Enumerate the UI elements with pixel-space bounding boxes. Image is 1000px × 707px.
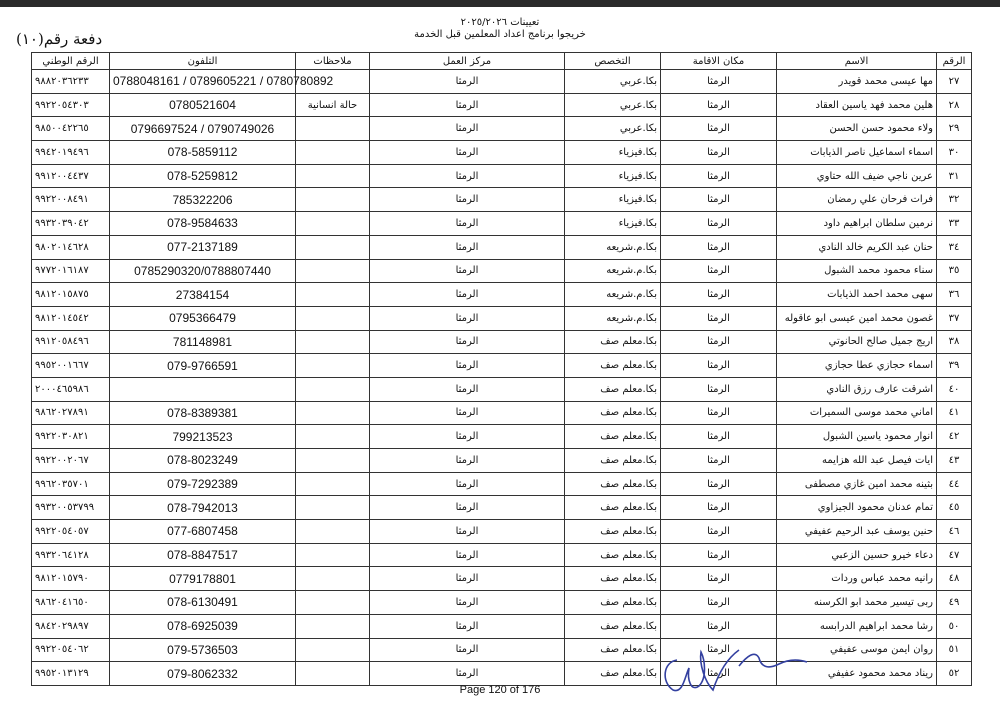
row-specialization: بكا.معلم صف	[565, 496, 661, 520]
row-phone: 781148981	[110, 330, 296, 354]
row-name: رانيه محمد عباس وردات	[777, 567, 937, 591]
row-number: ٤٢	[937, 425, 972, 449]
row-specialization: بكا.معلم صف	[565, 449, 661, 473]
table-row	[32, 520, 972, 544]
document-header	[0, 17, 1000, 41]
row-residence: الرمثا	[661, 614, 777, 638]
row-specialization: بكا.معلم صف	[565, 330, 661, 354]
row-work-center: الرمثا	[370, 449, 565, 473]
row-phone: 079-7292389	[110, 472, 296, 496]
row-name: روان ايمن موسى عفيفي	[777, 638, 937, 662]
row-national-id: ٩٩٢٢٠٥٤٠٥٧	[32, 520, 110, 544]
row-work-center: الرمثا	[370, 567, 565, 591]
table-row	[32, 306, 972, 330]
row-notes	[296, 520, 370, 544]
header-line-2: خريجوا برنامج اعداد المعلمين قبل الخدمة	[414, 29, 586, 40]
row-phone: 799213523	[110, 425, 296, 449]
row-phone: 0796697524 / 0790749026	[110, 117, 296, 141]
row-name: تمام عدنان محمود الجيزاوي	[777, 496, 937, 520]
row-notes	[296, 543, 370, 567]
col-header-specialization: التخصص	[565, 53, 661, 70]
row-number: ٣٨	[937, 330, 972, 354]
row-national-id: ٩٩٢٢٠٠٢٠٦٧	[32, 449, 110, 473]
row-phone: 0788048161 / 0789605221 / 0780780892	[110, 70, 296, 94]
row-work-center: الرمثا	[370, 377, 565, 401]
table-header-row	[32, 53, 972, 70]
row-national-id: ٩٨٦٢٠٢٧٨٩١	[32, 401, 110, 425]
row-national-id: ٩٩٣٢٠٠٥٣٧٩٩	[32, 496, 110, 520]
col-header-name: الاسم	[777, 53, 937, 70]
table-row	[32, 377, 972, 401]
row-notes	[296, 141, 370, 165]
row-phone: 078-5259812	[110, 164, 296, 188]
row-work-center: الرمثا	[370, 662, 565, 686]
row-phone: 077-6807458	[110, 520, 296, 544]
table-row	[32, 235, 972, 259]
row-notes	[296, 283, 370, 307]
row-number: ٤٩	[937, 591, 972, 615]
appointments-table	[31, 52, 972, 686]
row-specialization: بكا.معلم صف	[565, 662, 661, 686]
row-phone: 077-2137189	[110, 235, 296, 259]
row-number: ٤٦	[937, 520, 972, 544]
row-national-id: ٩٩٢٢٠٣٠٨٢١	[32, 425, 110, 449]
row-residence: الرمثا	[661, 93, 777, 117]
row-work-center: الرمثا	[370, 496, 565, 520]
row-number: ٤٥	[937, 496, 972, 520]
row-number: ٣٥	[937, 259, 972, 283]
row-name: نرمين سلطان ابراهيم داود	[777, 212, 937, 236]
row-residence: الرمثا	[661, 235, 777, 259]
row-name: رشا محمد ابراهيم الدرابسه	[777, 614, 937, 638]
row-number: ٣٦	[937, 283, 972, 307]
row-work-center: الرمثا	[370, 472, 565, 496]
page-number: Page 120 of 176	[459, 684, 541, 696]
row-phone: 078-9584633	[110, 212, 296, 236]
row-residence: الرمثا	[661, 354, 777, 378]
top-edge-bar	[0, 0, 1000, 7]
table-row	[32, 70, 972, 94]
row-phone	[110, 377, 296, 401]
row-phone: 078-6925039	[110, 614, 296, 638]
row-residence: الرمثا	[661, 401, 777, 425]
col-header-national-id: الرقم الوطني	[32, 53, 110, 70]
row-residence: الرمثا	[661, 591, 777, 615]
row-work-center: الرمثا	[370, 306, 565, 330]
table-row	[32, 117, 972, 141]
row-residence: الرمثا	[661, 496, 777, 520]
row-number: ٢٨	[937, 93, 972, 117]
row-name: عرين ناجي ضيف الله حتاوي	[777, 164, 937, 188]
row-national-id: ٩٩٣٢٠٣٩٠٤٢	[32, 212, 110, 236]
row-specialization: بكا.معلم صف	[565, 377, 661, 401]
row-national-id: ٩٩٦٢٠٣٥٧٠١	[32, 472, 110, 496]
row-phone: 078-6130491	[110, 591, 296, 615]
row-notes	[296, 117, 370, 141]
row-phone: 0785290320/0788807440	[110, 259, 296, 283]
table-row	[32, 614, 972, 638]
row-notes	[296, 614, 370, 638]
row-number: ٢٩	[937, 117, 972, 141]
row-name: هلين محمد فهد ياسين العقاد	[777, 93, 937, 117]
row-work-center: الرمثا	[370, 93, 565, 117]
row-work-center: الرمثا	[370, 520, 565, 544]
row-national-id: ٩٩٣٢٠٦٤١٢٨	[32, 543, 110, 567]
row-phone: 079-9766591	[110, 354, 296, 378]
row-national-id: ٩٩٤٢٠١٩٤٩٦	[32, 141, 110, 165]
row-name: اريج جميل صالح الحانوتي	[777, 330, 937, 354]
row-work-center: الرمثا	[370, 235, 565, 259]
row-name: غصون محمد امين عيسى ابو عاقوله	[777, 306, 937, 330]
row-work-center: الرمثا	[370, 283, 565, 307]
row-number: ٤١	[937, 401, 972, 425]
table-row	[32, 472, 972, 496]
row-work-center: الرمثا	[370, 117, 565, 141]
col-header-residence: مكان الاقامة	[661, 53, 777, 70]
row-phone: 078-5859112	[110, 141, 296, 165]
row-work-center: الرمثا	[370, 638, 565, 662]
row-specialization: بكا.معلم صف	[565, 638, 661, 662]
row-specialization: بكا.معلم صف	[565, 425, 661, 449]
row-work-center: الرمثا	[370, 330, 565, 354]
row-national-id: ٩٧٧٢٠١٦١٨٧	[32, 259, 110, 283]
row-number: ٢٧	[937, 70, 972, 94]
header-line-1: تعيينات ٢٠٢٥/٢٠٢٦	[460, 17, 540, 28]
row-notes: حالة انسانية	[296, 93, 370, 117]
table-row	[32, 401, 972, 425]
table-row	[32, 449, 972, 473]
row-notes	[296, 638, 370, 662]
col-header-phone: التلفون	[110, 53, 296, 70]
table-row	[32, 567, 972, 591]
row-work-center: الرمثا	[370, 591, 565, 615]
row-name: ايات فيصل عبد الله هزايمه	[777, 449, 937, 473]
row-name: حنان عبد الكريم خالد النادي	[777, 235, 937, 259]
row-notes	[296, 212, 370, 236]
row-residence: الرمثا	[661, 70, 777, 94]
row-specialization: بكا.معلم صف	[565, 591, 661, 615]
table-row	[32, 591, 972, 615]
row-specialization: بكا.معلم صف	[565, 543, 661, 567]
row-specialization: بكا.معلم صف	[565, 520, 661, 544]
row-work-center: الرمثا	[370, 259, 565, 283]
row-specialization: بكا.فيزياء	[565, 188, 661, 212]
row-name: حنين يوسف عبد الرحيم عفيفي	[777, 520, 937, 544]
row-name: ريناد محمد محمود عفيفي	[777, 662, 937, 686]
row-residence: الرمثا	[661, 117, 777, 141]
row-national-id: ٩٨٠٢٠١٤٦٢٨	[32, 235, 110, 259]
row-notes	[296, 449, 370, 473]
row-national-id: ٩٩٢٢٠٠٨٤٩١	[32, 188, 110, 212]
row-work-center: الرمثا	[370, 401, 565, 425]
row-residence: الرمثا	[661, 306, 777, 330]
row-residence: الرمثا	[661, 212, 777, 236]
row-work-center: الرمثا	[370, 614, 565, 638]
row-work-center: الرمثا	[370, 354, 565, 378]
table-row	[32, 496, 972, 520]
row-work-center: الرمثا	[370, 141, 565, 165]
row-residence: الرمثا	[661, 449, 777, 473]
row-phone: 0779178801	[110, 567, 296, 591]
row-notes	[296, 235, 370, 259]
row-specialization: بكا.معلم صف	[565, 614, 661, 638]
row-national-id: ٩٨٦٢٠٤١٦٥٠	[32, 591, 110, 615]
row-notes	[296, 567, 370, 591]
table-row	[32, 543, 972, 567]
row-notes	[296, 306, 370, 330]
row-notes	[296, 330, 370, 354]
row-phone: 078-8023249	[110, 449, 296, 473]
row-specialization: بكا.معلم صف	[565, 354, 661, 378]
row-number: ٥٠	[937, 614, 972, 638]
row-national-id: ٩٨٥٠٠٤٢٢٦٥	[32, 117, 110, 141]
row-phone: 078-8847517	[110, 543, 296, 567]
row-number: ٣٢	[937, 188, 972, 212]
row-residence: الرمثا	[661, 520, 777, 544]
row-national-id: ٩٨١٢٠١٥٧٩٠	[32, 567, 110, 591]
row-residence: الرمثا	[661, 662, 777, 686]
row-name: دعاء خيرو حسين الزعبي	[777, 543, 937, 567]
row-residence: الرمثا	[661, 141, 777, 165]
row-number: ٥٢	[937, 662, 972, 686]
table-row	[32, 93, 972, 117]
row-notes	[296, 401, 370, 425]
row-national-id: ٩٨٤٢٠٢٩٨٩٧	[32, 614, 110, 638]
col-header-notes: ملاحظات	[296, 53, 370, 70]
row-number: ٣٣	[937, 212, 972, 236]
row-name: سهى محمد احمد الذيابات	[777, 283, 937, 307]
table-row	[32, 283, 972, 307]
row-number: ٤٠	[937, 377, 972, 401]
row-specialization: بكا.م.شريعه	[565, 306, 661, 330]
row-number: ٤٧	[937, 543, 972, 567]
row-work-center: الرمثا	[370, 212, 565, 236]
row-notes	[296, 188, 370, 212]
row-notes	[296, 354, 370, 378]
row-national-id: ٩٩١٢٠٥٨٤٩٦	[32, 330, 110, 354]
row-name: ربى تيسير محمد ابو الكرسنه	[777, 591, 937, 615]
row-residence: الرمثا	[661, 472, 777, 496]
row-name: سناء محمود محمد الشبول	[777, 259, 937, 283]
row-specialization: بكا.معلم صف	[565, 472, 661, 496]
row-notes	[296, 164, 370, 188]
row-residence: الرمثا	[661, 188, 777, 212]
table-row	[32, 662, 972, 686]
row-specialization: بكا.م.شريعه	[565, 283, 661, 307]
row-phone: 078-7942013	[110, 496, 296, 520]
batch-number: دفعة رقم(١٠)	[16, 30, 103, 48]
col-header-number: الرقم	[937, 53, 972, 70]
row-residence: الرمثا	[661, 638, 777, 662]
row-notes	[296, 662, 370, 686]
row-notes	[296, 259, 370, 283]
row-work-center: الرمثا	[370, 425, 565, 449]
col-header-work-center: مركز العمل	[370, 53, 565, 70]
row-notes	[296, 377, 370, 401]
row-specialization: بكا.فيزياء	[565, 164, 661, 188]
row-number: ٣٠	[937, 141, 972, 165]
row-name: اشرقت عارف رزق النادي	[777, 377, 937, 401]
row-work-center: الرمثا	[370, 70, 565, 94]
row-residence: الرمثا	[661, 425, 777, 449]
row-number: ٤٣	[937, 449, 972, 473]
table-row	[32, 330, 972, 354]
table-row	[32, 638, 972, 662]
table-row	[32, 141, 972, 165]
row-phone: 079-8062332	[110, 662, 296, 686]
row-name: اماني محمد موسى السميرات	[777, 401, 937, 425]
row-work-center: الرمثا	[370, 164, 565, 188]
row-notes	[296, 425, 370, 449]
row-national-id: ٩٨١٢٠١٤٥٤٢	[32, 306, 110, 330]
row-name: انوار محمود ياسين الشبول	[777, 425, 937, 449]
row-specialization: بكا.معلم صف	[565, 567, 661, 591]
row-number: ٥١	[937, 638, 972, 662]
row-number: ٤٨	[937, 567, 972, 591]
row-national-id: ٩٩٥٢٠١٣١٢٩	[32, 662, 110, 686]
row-national-id: ٩٩٥٢٠٠١٦٦٧	[32, 354, 110, 378]
row-number: ٣٧	[937, 306, 972, 330]
row-number: ٤٤	[937, 472, 972, 496]
row-national-id: ٢٠٠٠٤٦٥٩٨٦	[32, 377, 110, 401]
table-row	[32, 425, 972, 449]
row-specialization: بكا.عربي	[565, 93, 661, 117]
row-number: ٣١	[937, 164, 972, 188]
row-national-id: ٩٩١٢٠٠٤٤٣٧	[32, 164, 110, 188]
row-national-id: ٩٩٢٢٠٥٤٣٠٣	[32, 93, 110, 117]
row-national-id: ٩٩٢٢٠٥٤٠٦٢	[32, 638, 110, 662]
row-name: اسماء حجازي عطا حجازي	[777, 354, 937, 378]
row-phone: 785322206	[110, 188, 296, 212]
table-row	[32, 354, 972, 378]
row-specialization: بكا.فيزياء	[565, 212, 661, 236]
row-name: فرات فرحان علي رمضان	[777, 188, 937, 212]
row-work-center: الرمثا	[370, 188, 565, 212]
table-row	[32, 164, 972, 188]
row-phone: 27384154	[110, 283, 296, 307]
row-residence: الرمثا	[661, 283, 777, 307]
row-phone: 0795366479	[110, 306, 296, 330]
row-residence: الرمثا	[661, 330, 777, 354]
row-phone: 0780521604	[110, 93, 296, 117]
row-residence: الرمثا	[661, 164, 777, 188]
row-specialization: بكا.معلم صف	[565, 401, 661, 425]
row-phone: 079-5736503	[110, 638, 296, 662]
row-number: ٣٤	[937, 235, 972, 259]
row-residence: الرمثا	[661, 567, 777, 591]
row-name: بثينه محمد امين غازي مصطفى	[777, 472, 937, 496]
row-name: ولاء محمود حسن الحسن	[777, 117, 937, 141]
table-row	[32, 212, 972, 236]
table-row	[32, 259, 972, 283]
row-specialization: بكا.عربي	[565, 70, 661, 94]
row-name: مها عيسى محمد قويدر	[777, 70, 937, 94]
row-notes	[296, 472, 370, 496]
row-notes	[296, 591, 370, 615]
row-residence: الرمثا	[661, 377, 777, 401]
row-specialization: بكا.عربي	[565, 117, 661, 141]
row-specialization: بكا.فيزياء	[565, 141, 661, 165]
row-number: ٣٩	[937, 354, 972, 378]
row-residence: الرمثا	[661, 259, 777, 283]
row-national-id: ٩٨٨٢٠٣٦٢٣٣	[32, 70, 110, 94]
row-work-center: الرمثا	[370, 543, 565, 567]
row-residence: الرمثا	[661, 543, 777, 567]
table-row	[32, 188, 972, 212]
row-phone: 078-8389381	[110, 401, 296, 425]
row-notes	[296, 496, 370, 520]
row-name: اسماء اسماعيل ناصر الذيابات	[777, 141, 937, 165]
row-specialization: بكا.م.شريعه	[565, 235, 661, 259]
row-national-id: ٩٨١٢٠١٥٨٧٥	[32, 283, 110, 307]
row-specialization: بكا.م.شريعه	[565, 259, 661, 283]
